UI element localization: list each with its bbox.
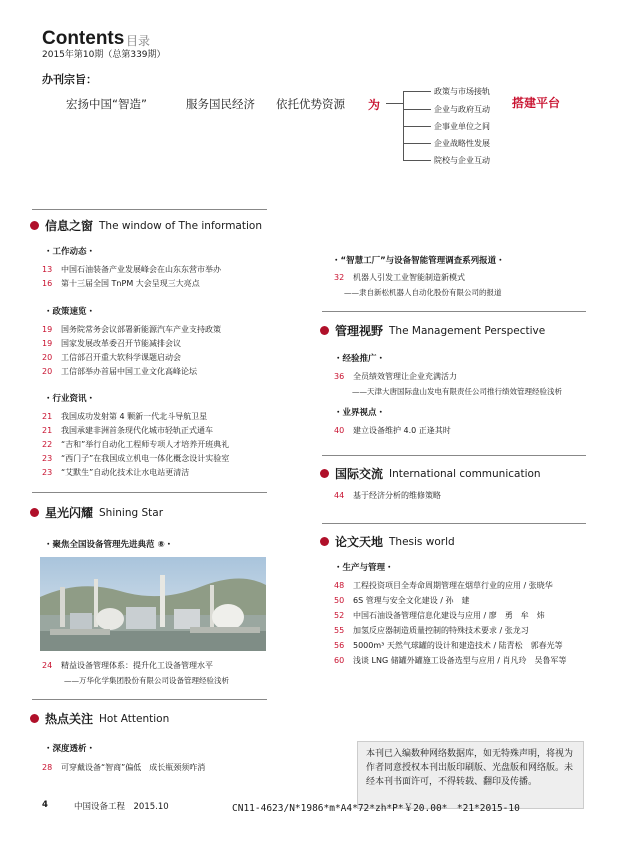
toc-entry[interactable] [42,338,181,349]
page-number: 56 [334,641,345,650]
toc-entry[interactable] [42,762,205,773]
section-bullet-icon [30,508,39,517]
entry-title: 中国石油装备产业发展峰会在山东东营市举办 [61,265,221,274]
factory-photo [40,557,266,651]
entry-title: “吉和”举行自动化工程师专项人才培养开班典礼 [61,440,230,449]
section-title-en: Thesis world [389,535,455,548]
page-number: 21 [42,412,53,421]
toc-entry[interactable] [334,272,465,283]
page-number: 24 [42,661,53,670]
entry-source: ——天津大唐国际盘山发电有限责任公司推行绩效管理经验浅析 [352,387,562,396]
mission-label: 办刊宗旨： [42,73,97,86]
mission-branch: 企业与政府互动 [434,105,490,114]
bracket-tick [403,126,431,127]
section-title-cn: 论文天地 [335,535,384,549]
section-title-en: The Management Perspective [389,324,546,337]
toc-entry[interactable] [42,324,221,335]
page-number: 19 [42,339,53,348]
entry-title: 我国成功发射第 4 颗新一代北斗导航卫星 [61,412,208,421]
section-title-cn: 星光闪耀 [45,506,94,520]
bracket-tick [403,109,431,110]
page-number: 23 [42,468,53,477]
entry-source: ——隶自新松机器人自动化股份有限公司的报道 [344,288,502,297]
entry-title: 工程投资项目全寿命周期管理在烟草行业的应用 / 张晓华 [353,581,553,590]
section-header-thesis [320,533,455,550]
mission-slogan: 服务国民经济 [186,97,255,111]
entry-title: 加氢反应器制造质量控制的特殊技术要求 / 张龙习 [353,626,529,635]
toc-entry[interactable] [42,660,213,671]
page-number: 32 [334,273,345,282]
section-title-en: The window of The information [99,219,262,232]
toc-entry[interactable] [334,490,441,501]
mission-slogan: 依托优势资源 [276,97,345,111]
section-header-mgmt [320,322,545,339]
subsection-label: ・工作动态・ [44,247,96,257]
section-bullet-icon [30,221,39,230]
entry-title: 中国石油设备管理信息化建设与应用 / 廖 勇 牟 炜 [353,611,545,620]
section-divider [322,455,586,456]
toc-entry[interactable] [42,264,221,275]
entry-title: 第十三届全国 TnPM 大会呈现三大亮点 [61,279,200,288]
subsection-label: ・业界视点・ [334,408,386,418]
section-header-intl [320,465,541,482]
page-number: 40 [334,426,345,435]
page-number: 21 [42,426,53,435]
catalog-code: CN11-4623/N*1986*m*A4*72*zh*P*￥20.00* *21*2015-10 [232,803,520,814]
page-number: 20 [42,367,53,376]
toc-entry[interactable] [334,595,470,606]
contents-title-cn: 目录 [126,34,151,48]
page-number: 48 [334,581,345,590]
entry-title: 精益设备管理体系：提升化工设备管理水平 [61,661,213,670]
toc-entry[interactable] [42,352,181,363]
mission-connector: 为 [368,98,381,112]
page-number: 23 [42,454,53,463]
toc-entry[interactable] [334,610,545,621]
page-number: 22 [42,440,53,449]
section-title-en: Shining Star [99,506,164,519]
section-header-star [30,504,163,521]
entry-source: ——万华化学集团股份有限公司设备管理经验浅析 [64,676,229,685]
section-title-cn: 管理视野 [335,324,384,338]
toc-entry[interactable] [334,625,529,636]
toc-entry[interactable] [42,366,197,377]
toc-entry[interactable] [42,453,229,464]
page-number: 16 [42,279,53,288]
section-title-cn: 热点关注 [45,712,94,726]
page-number: 50 [334,596,345,605]
page-number: 60 [334,656,345,665]
subsection-label: ・政策速览・ [44,307,96,317]
section-bullet-icon [320,537,329,546]
journal-footer: 中国设备工程 2015.10 [74,802,169,812]
bracket-stem [386,103,403,104]
entry-title: 5000m³ 天然气球罐的设计和建造技术 / 陆青松 郭春光等 [353,641,563,650]
subsection-label: ・“智慧工厂”与设备智能管理调查系列报道・ [332,256,505,266]
bracket-tick [403,143,431,144]
entry-title: 工信部举办首届中国工业文化高峰论坛 [61,367,197,376]
section-title-en: International communication [389,467,541,480]
section-bullet-icon [320,326,329,335]
section-header-info [30,217,262,234]
toc-entry[interactable] [42,439,229,450]
entry-title: 机器人引发工业智能制造新模式 [353,273,465,282]
toc-entry[interactable] [42,425,213,436]
entry-title: 国家发展改革委召开节能减排会议 [61,339,181,348]
entry-title: 国务院常务会议部署新能源汽车产业支持政策 [61,325,221,334]
section-divider [322,523,586,524]
bracket-tick [403,160,431,161]
section-bullet-icon [30,714,39,723]
toc-entry[interactable] [42,278,200,289]
section-divider [32,209,267,210]
section-divider [32,492,267,493]
mission-branch: 院校与企业互动 [434,156,490,165]
entry-title: 建立设备维护 4.0 正逢其时 [353,426,451,435]
page-number: 19 [42,325,53,334]
section-bullet-icon [320,469,329,478]
entry-title: 6S 管理与安全文化建设 / 孙 建 [353,596,470,605]
entry-title: 我国承建非洲首条现代化城市轻轨正式通车 [61,426,213,435]
toc-entry[interactable] [42,467,189,478]
toc-entry[interactable] [334,425,451,436]
page-number: 28 [42,763,53,772]
mission-branch: 企事业单位之间 [434,122,490,131]
entry-title: 工信部召开重大软科学课题启动会 [61,353,181,362]
entry-title: 全员绩效管理让企业充满活力 [353,372,457,381]
subsection-label: ・生产与管理・ [334,563,394,573]
toc-entry[interactable] [334,640,563,651]
bracket-tick [403,91,431,92]
mission-branch: 企业战略性发展 [434,139,490,148]
copyright-notice: 本刊已入编数种网络数据库，如无特殊声明，将视为作者同意授权本刊出版印刷版、光盘版和网络版。未经本刊书面许可，不得转载、翻印及传播。 [357,741,584,809]
page-number: 13 [42,265,53,274]
mission-branch: 政策与市场接轨 [434,87,490,96]
section-divider [32,699,267,700]
entry-title: 基于经济分析的维修策略 [353,491,441,500]
page-number-footer: 4 [42,800,48,810]
section-divider [322,311,586,312]
page-number: 44 [334,491,345,500]
section-header-hot [30,710,169,727]
page-number: 20 [42,353,53,362]
mission-slogan: 宏扬中国“智造” [66,97,147,111]
section-title-en: Hot Attention [99,712,170,725]
subsection-label: ・聚焦全国设备管理先进典范 ⑧・ [44,540,174,550]
issue-number: 2015年第10期（总第339期） [42,50,166,60]
toc-entry[interactable] [334,371,457,382]
entry-title: 可穿戴设备“智商”偏低 成长瓶颈须咋消 [61,763,206,772]
subsection-label: ・深度透析・ [44,744,96,754]
entry-title: 浅谈 LNG 储罐外罐施工设备选型与应用 / 肖凡玲 吴鲁军等 [353,656,567,665]
page-number: 52 [334,611,345,620]
toc-entry[interactable] [334,580,553,591]
entry-title: “西门子”在我国成立机电一体化概念设计实验室 [61,454,230,463]
contents-title: Contents [42,28,125,49]
toc-entry[interactable] [334,655,567,666]
section-title-cn: 信息之窗 [45,219,94,233]
subsection-label: ・经验推广・ [334,354,386,364]
entry-title: “艾默生”自动化技术让水电站更清洁 [61,468,190,477]
toc-entry[interactable] [42,411,207,422]
page-number: 55 [334,626,345,635]
subsection-label: ・行业资讯・ [44,394,96,404]
page-number: 36 [334,372,345,381]
mission-target: 搭建平台 [512,96,561,110]
section-title-cn: 国际交流 [335,467,384,481]
